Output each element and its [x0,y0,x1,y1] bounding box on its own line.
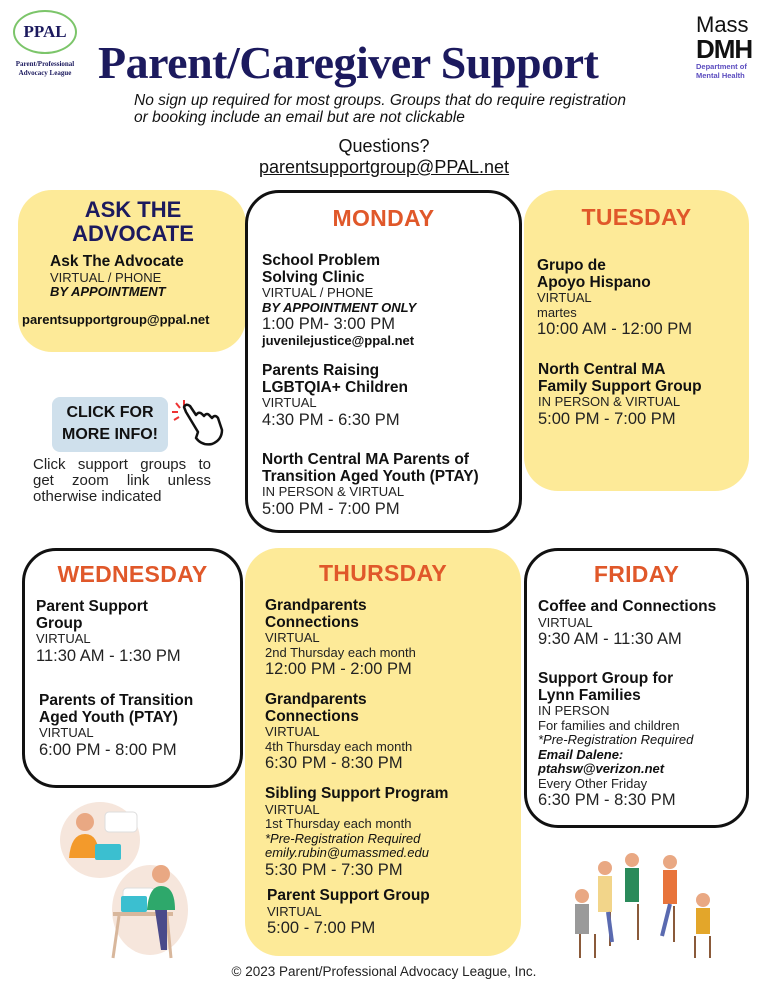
click-instructions: Click support groups to get zoom link unless otherwise indicated [33,456,211,505]
support-group[interactable] [265,692,412,772]
group-email: parentsupportgroup@ppal.net [22,312,210,327]
support-circle-illustration [570,850,720,960]
group-mode: VIRTUAL / PHONE [262,285,374,300]
group-mode: VIRTUAL / PHONE [50,269,162,285]
day-heading-wednesday: WEDNESDAY [57,561,208,587]
logo-dept: Department of Mental Health [696,62,747,80]
group-title: Aged Youth (PTAY) [39,708,178,726]
logo-mass: Mass [696,12,749,37]
questions-label: Questions? [338,136,430,156]
video-call-illustration [55,800,190,960]
group-time: 5:00 - 7:00 PM [267,919,376,937]
page-title: Parent/Caregiver Support [98,37,599,88]
group-mode: IN PERSON [538,703,610,718]
ask-the-advocate-card [18,190,246,352]
support-group[interactable] [262,452,479,518]
questions-block [0,136,768,178]
support-group[interactable] [538,599,716,648]
group-title: Coffee and Connections [538,598,717,615]
group-note: 1st Thursday each month [265,816,412,831]
group-note: martes [537,304,577,320]
ask-heading: ASK THE ADVOCATE [72,197,194,246]
group-title: Group [36,614,83,632]
tuesday-card [524,190,749,491]
group-time: 6:30 PM - 8:30 PM [265,754,403,772]
group-title: Apoyo Hispano [537,273,651,291]
support-group[interactable] [262,363,408,429]
group-emphasis: Email Dalene: [538,746,624,762]
thursday-card [245,548,521,956]
group-title: Transition Aged Youth (PTAY) [262,467,479,485]
day-heading-monday: MONDAY [332,205,435,231]
day-heading-tuesday: TUESDAY [581,204,692,230]
group-title: School Problem [262,252,380,269]
group-title: Connections [265,613,359,631]
support-group[interactable] [538,671,693,809]
copyright-footer: © 2023 Parent/Professional Advocacy League, Inc. [231,964,537,979]
group-mode: VIRTUAL [538,614,593,630]
group-time: 1:00 PM- 3:00 PM [262,315,395,333]
group-mode: VIRTUAL [36,631,91,646]
day-heading-friday: FRIDAY [593,561,680,587]
group-note: 2nd Thursday each month [265,644,416,660]
ask-email [22,312,209,327]
support-group[interactable] [262,253,416,348]
day-heading-thursday: THURSDAY [318,560,448,586]
group-time: 5:00 PM - 7:00 PM [538,409,676,428]
group-emphasis: ptahsw@verizon.net [538,761,665,776]
support-group[interactable] [537,258,692,338]
group-mode: IN PERSON & VIRTUAL [538,394,681,409]
group-mode: VIRTUAL [265,630,320,645]
group-italic-note: emily.rubin@umassmed.edu [265,845,429,860]
support-group[interactable] [39,693,193,759]
friday-card [524,548,749,828]
group-time: 10:00 AM - 12:00 PM [537,320,693,338]
group-title: Parent Support Group [267,887,430,904]
group-emphasis: BY APPOINTMENT ONLY [262,299,417,315]
ppal-logo-text: Parent/Professional Advocacy League [15,60,75,77]
wednesday-card [22,548,243,788]
group-time: 9:30 AM - 11:30 AM [538,630,682,648]
group-title: Parents of Transition [39,692,194,709]
group-time: 5:30 PM - 7:30 PM [265,860,403,879]
group-time: 6:00 PM - 8:00 PM [39,740,177,759]
group-mode: VIRTUAL [262,395,317,410]
support-group[interactable] [265,598,416,678]
group-mode: VIRTUAL [537,290,592,305]
group-title: Support Group for [538,670,674,687]
signup-notice: No sign up required for most groups. Groups that do require registration or booking include an email but are not clickable [134,92,626,126]
group-email: juvenilejustice@ppal.net [262,333,415,348]
ppal-logo-mark: PPAL [13,10,77,54]
group-mode: IN PERSON & VIRTUAL [262,484,405,499]
mass-dmh-logo [696,14,766,80]
group-mode: VIRTUAL [267,903,322,919]
group-time: 12:00 PM - 2:00 PM [265,660,412,678]
click-for-more-info-button[interactable]: CLICK FOR MORE INFO! [52,397,168,452]
group-time: 11:30 AM - 1:30 PM [36,646,181,665]
group-mode: VIRTUAL [39,725,94,740]
group-note: 4th Thursday each month [265,738,413,754]
group-title: Connections [265,707,359,725]
group-time: 4:30 PM - 6:30 PM [262,410,400,429]
logo-dmh: DMH [696,34,753,64]
ask-group[interactable] [50,254,184,300]
group-title: Parent Support [36,598,148,615]
support-group[interactable] [267,888,430,937]
group-title: Family Support Group [538,377,702,395]
group-title: North Central MA Parents of [262,451,469,468]
group-title: Lynn Families [538,686,641,704]
group-italic-note: *Pre-Registration Required [538,732,694,747]
group-title: Grandparents [265,597,367,614]
group-title: Grupo de [537,257,606,274]
ppal-logo [6,10,84,80]
group-note: Every Other Friday [538,775,648,791]
monday-card [245,190,522,533]
group-title: Ask The Advocate [50,253,184,270]
group-note: For families and children [538,717,680,733]
group-italic-note: *Pre-Registration Required [265,830,421,846]
pointing-hand-icon [168,398,228,448]
support-group[interactable] [265,786,448,879]
support-group[interactable] [36,599,181,665]
support-group[interactable] [538,362,702,428]
group-time: 5:00 PM - 7:00 PM [262,499,400,518]
group-time: 6:30 PM - 8:30 PM [538,791,676,809]
group-emphasis: BY APPOINTMENT [50,284,166,299]
group-title: LGBTQIA+ Children [262,378,408,396]
group-title: Sibling Support Program [265,785,449,802]
questions-email-link[interactable]: parentsupportgroup@PPAL.net [258,157,510,177]
group-title: Parents Raising [262,362,380,379]
group-mode: VIRTUAL [265,801,320,817]
group-title: Solving Clinic [262,268,365,286]
group-title: Grandparents [265,691,367,708]
group-mode: VIRTUAL [265,724,320,739]
group-title: North Central MA [538,361,666,378]
